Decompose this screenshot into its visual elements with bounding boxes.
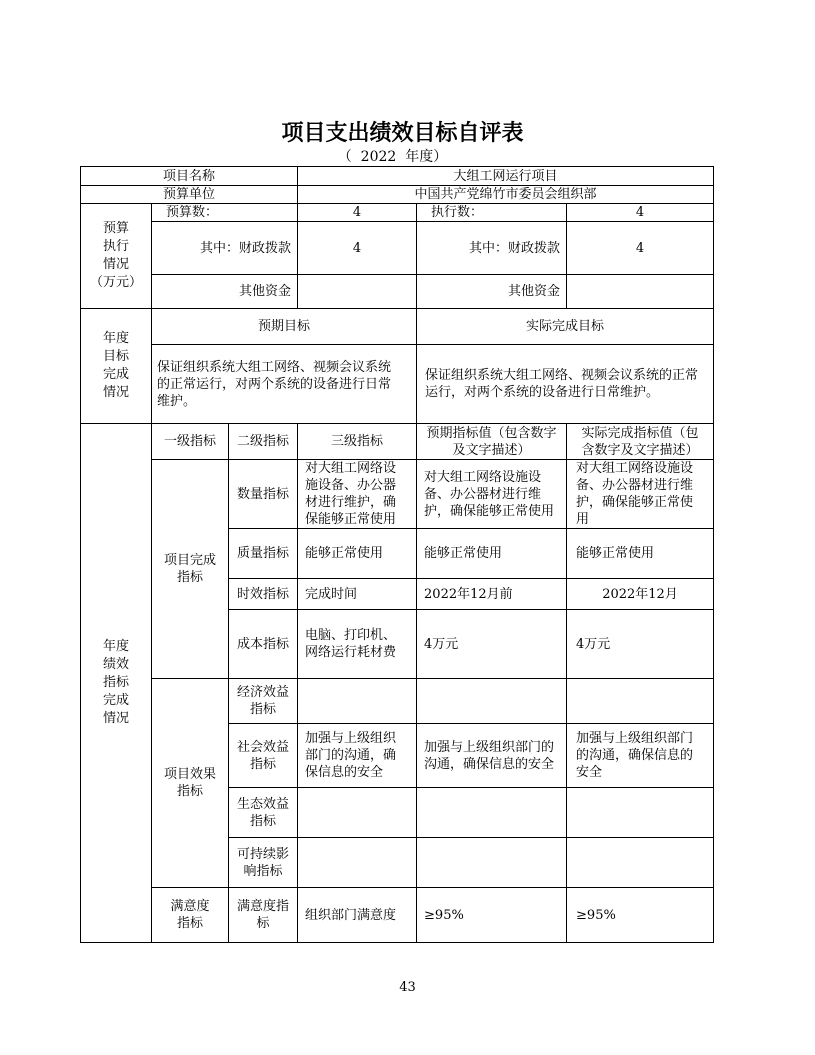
level2-cell: 社会效益 指标 <box>229 724 298 788</box>
level3-cell <box>298 838 417 888</box>
level1-cell: 项目完成 指标 <box>152 460 229 679</box>
expected-value-cell: 能够正常使用 <box>417 529 567 579</box>
level2-cell: 数量指标 <box>229 460 298 529</box>
annual-goal-header-row <box>81 309 714 345</box>
indicator-row <box>81 679 714 724</box>
level2-cell: 时效指标 <box>229 579 298 610</box>
actual-value-cell: 2022年12月 <box>567 579 714 610</box>
executed-budget-label: 执行数： <box>417 204 567 222</box>
indicator-header-row <box>81 424 714 460</box>
planned-fiscal-label: 其中：财政拨款 <box>152 222 298 275</box>
page-number: 43 <box>399 980 416 995</box>
fiscal-year-subtitle: （ 2022 年度） <box>337 149 448 165</box>
executed-other-value <box>567 275 714 309</box>
annual-goal-section-label: 年度 目标 完成 情况 <box>81 309 152 424</box>
actual-value-cell: ≥95% <box>567 888 714 943</box>
level2-cell: 可持续影 响指标 <box>229 838 298 888</box>
level3-cell: 能够正常使用 <box>298 529 417 579</box>
actual-value-cell: 能够正常使用 <box>567 529 714 579</box>
actual-value-cell <box>567 838 714 888</box>
page-title: 项目支出绩效目标自评表 <box>281 120 524 146</box>
planned-other-label: 其他资金 <box>152 275 298 309</box>
expected-value-cell <box>417 788 567 838</box>
header-level1: 一级指标 <box>152 424 229 460</box>
indicator-row <box>81 460 714 529</box>
actual-goal-text: 保证组织系统大组工网络、视频会议系统的正常 运行，对两个系统的设备进行日常维护。 <box>417 345 714 424</box>
level2-cell: 满意度指 标 <box>229 888 298 943</box>
executed-budget-value: 4 <box>567 204 714 222</box>
actual-value-cell <box>567 788 714 838</box>
planned-budget-label: 预算数： <box>152 204 298 222</box>
self-evaluation-table <box>80 166 714 943</box>
expected-value-cell: ≥95% <box>417 888 567 943</box>
actual-goal-header: 实际完成目标 <box>417 309 714 345</box>
budget-section-label: 预算 执行 情况 （万元） <box>81 204 152 309</box>
header-level3: 三级指标 <box>298 424 417 460</box>
planned-other-value <box>298 275 417 309</box>
level2-cell: 质量指标 <box>229 529 298 579</box>
executed-fiscal-value: 4 <box>567 222 714 275</box>
level3-cell: 对大组工网络设 施设备、办公器 材进行维护，确 保能够正常使用 <box>298 460 417 529</box>
level2-cell: 生态效益 指标 <box>229 788 298 838</box>
expected-value-cell <box>417 679 567 724</box>
executed-other-label: 其他资金 <box>417 275 567 309</box>
project-name-value: 大组工网运行项目 <box>298 167 714 186</box>
expected-value-cell: 加强与上级组织部门的 沟通，确保信息的安全 <box>417 724 567 788</box>
level3-cell <box>298 679 417 724</box>
budget-fiscal-row <box>81 222 714 275</box>
level3-cell <box>298 788 417 838</box>
actual-value-cell <box>567 679 714 724</box>
actual-value-cell: 4万元 <box>567 610 714 679</box>
budget-total-row <box>81 204 714 222</box>
level3-cell: 完成时间 <box>298 579 417 610</box>
indicator-row <box>81 888 714 943</box>
level2-cell: 经济效益 指标 <box>229 679 298 724</box>
project-name-label: 项目名称 <box>81 167 298 186</box>
header-actual: 实际完成指标值（包 含数字及文字描述） <box>567 424 714 460</box>
executed-fiscal-label: 其中：财政拨款 <box>417 222 567 275</box>
planned-fiscal-value: 4 <box>298 222 417 275</box>
budget-other-row <box>81 275 714 309</box>
expected-value-cell: 2022年12月前 <box>417 579 567 610</box>
level1-cell: 项目效果 指标 <box>152 679 229 888</box>
actual-value-cell: 加强与上级组织部门 的沟通，确保信息的 安全 <box>567 724 714 788</box>
actual-value-cell: 对大组工网络设施设 备、办公器材进行维 护，确保能够正常使 用 <box>567 460 714 529</box>
expected-value-cell <box>417 838 567 888</box>
expected-value-cell: 对大组工网络设施设 备、办公器材进行维 护，确保能够正常使用 <box>417 460 567 529</box>
expected-goal-text: 保证组织系统大组工网络、视频会议系统 的正常运行，对两个系统的设备进行日常 维护。 <box>152 345 417 424</box>
level3-cell: 电脑、打印机、 网络运行耗材费 <box>298 610 417 679</box>
header-expected: 预期指标值（包含数字 及文字描述） <box>417 424 567 460</box>
budget-unit-value: 中国共产党绵竹市委员会组织部 <box>298 186 714 204</box>
header-level2: 二级指标 <box>229 424 298 460</box>
budget-unit-row <box>81 186 714 204</box>
expected-goal-header: 预期目标 <box>152 309 417 345</box>
indicators-section-label: 年度 绩效 指标 完成 情况 <box>81 424 152 943</box>
level3-cell: 组织部门满意度 <box>298 888 417 943</box>
level1-cell: 满意度 指标 <box>152 888 229 943</box>
level3-cell: 加强与上级组织 部门的沟通，确 保信息的安全 <box>298 724 417 788</box>
planned-budget-value: 4 <box>298 204 417 222</box>
budget-unit-label: 预算单位 <box>81 186 298 204</box>
expected-value-cell: 4万元 <box>417 610 567 679</box>
annual-goal-text-row <box>81 345 714 424</box>
level2-cell: 成本指标 <box>229 610 298 679</box>
project-name-row <box>81 167 714 186</box>
